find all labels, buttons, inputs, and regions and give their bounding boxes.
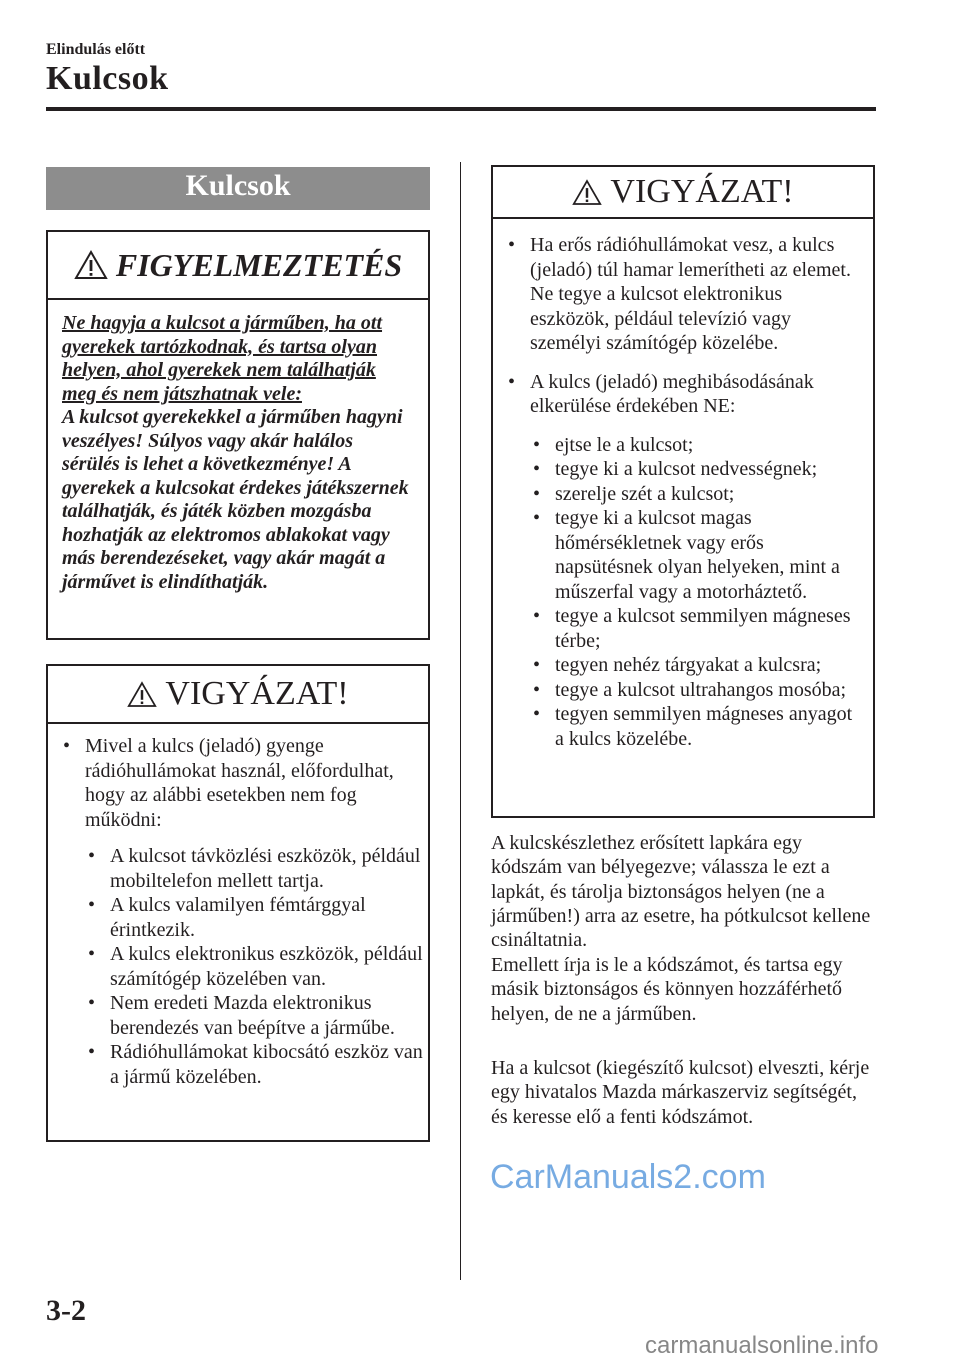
list-item (48, 991, 428, 1040)
caution-box-right (491, 165, 875, 818)
header-rule (46, 107, 876, 111)
warning-underlined-text: Ne hagyja a kulcsot a járműben, ha ott gyerekek tartózkodnak, és tartsa olyan helyen, ahol gyerekek nem találhatják meg és nem játszhatnak vele: (62, 312, 383, 405)
section-title: Kulcsok (185, 169, 291, 202)
caution-header (48, 666, 428, 724)
bullet-icon: • (533, 654, 541, 676)
list-item-text: tegyen nehéz tárgyakat a kulcsra; (555, 654, 822, 676)
warning-heading: FIGYELMEZTETÉS (115, 246, 403, 283)
bullet-icon: • (88, 943, 96, 965)
caution-heading: VIGYÁZAT! (610, 173, 794, 210)
bullet-icon: • (533, 507, 541, 529)
list-item (48, 893, 428, 942)
warning-triangle-icon (127, 681, 157, 708)
watermark-logo: CarManuals2.com (490, 1158, 766, 1196)
list-item (493, 433, 863, 458)
list-item (493, 233, 863, 356)
list-item-text: A kulcs elektronikus eszközök, például számítógép közelében van. (110, 943, 423, 990)
warning-triangle-icon (74, 250, 108, 280)
list-item-text: tegyen semmilyen mágneses anyagot a kulcs közelébe. (555, 703, 853, 750)
list-item-text: tegye ki a kulcsot magas hőmérsékletnek vagy erős napsütésnek olyan helyeken, mint a műszerfal vagy a motorháztető. (555, 507, 840, 603)
list-item-text: A kulcs (jeladó) meghibásodásának elkerülése érdekében NE: (530, 370, 814, 417)
warning-body-text: A kulcsot gyerekekkel a járműben hagyni veszélyes! Súlyos vagy akár halálos sérülés is lehet a következménye! A gyerekek a kulcsokat érdekes játékszernek találhatják, és játék közben mozgásba hozhatják az elektromos ablakokat vagy más berendezéseket, vagy akár magát a járművet is elindíthatják. (62, 406, 409, 593)
caution-header (493, 167, 873, 219)
list-item (493, 482, 863, 507)
bullet-icon: • (88, 992, 96, 1014)
list-item-text: tegye ki a kulcsot nedvességnek; (555, 458, 818, 480)
bullet-icon: • (88, 1041, 96, 1063)
list-item-text: Nem eredeti Mazda elektronikus berendezés van beépítve a járműbe. (110, 992, 395, 1039)
warning-body (48, 300, 428, 594)
body-paragraph: A kulcskészlethez erősített lapkára egy kódszám van bélyegezve; válassza le ezt a lapkát, és tárolja biztonságos helyen (ne a járműben!) arra az esetre, ha pótkulcsot kellene csináltatnia. (491, 832, 871, 952)
list-item (493, 457, 863, 482)
list-item-text: Mivel a kulcs (jeladó) gyenge rádióhullámokat használ, előfordulhat, hogy az alábbi esetekben nem fog működni: (85, 735, 394, 831)
warning-header (48, 232, 428, 300)
warning-box (46, 230, 430, 640)
list-item (493, 604, 863, 653)
bullet-icon: • (88, 845, 96, 867)
warning-triangle-icon (572, 179, 602, 206)
caution-content (48, 724, 428, 1089)
list-item-text: Ha erős rádióhullámokat vesz, a kulcs (jeladó) túl hamar lemerítheti az elemet. Ne tegye a kulcsot elektronikus eszközök, például televízió vagy személyi számítógép közelébe. (530, 234, 851, 354)
list-item-text: Rádióhullámokat kibocsátó eszköz van a jármű közelében. (110, 1041, 423, 1088)
list-item (493, 653, 863, 678)
list-item (48, 1040, 428, 1089)
body-paragraph: Emellett írja is le a kódszámot, és tartsa egy másik biztonságos és könnyen hozzáférhető helyen, de ne a járműben. (491, 954, 843, 1025)
running-title: Elindulás előtt (46, 41, 146, 58)
bullet-icon: • (533, 605, 541, 627)
page-number: 3-2 (46, 1294, 86, 1327)
list-item-text: A kulcsot távközlési eszközök, például mobiltelefon mellett tartja. (110, 845, 421, 892)
list-item (493, 678, 863, 703)
list-item (493, 702, 863, 751)
footer-watermark: carmanualsonline.info (645, 1332, 879, 1359)
list-item (48, 844, 428, 893)
list-item (493, 506, 863, 604)
list-item-text: A kulcs valamilyen fémtárggyal érintkezik. (110, 894, 366, 941)
bullet-icon: • (533, 678, 541, 701)
bullet-icon: • (63, 735, 71, 757)
bullet-icon: • (88, 894, 96, 916)
column-divider (460, 162, 461, 1280)
caution-box-left (46, 664, 430, 1142)
list-item-text: ejtse le a kulcsot; (555, 433, 694, 456)
list-item-text: tegye a kulcsot semmilyen mágneses térbe; (555, 605, 851, 652)
caution-heading: VIGYÁZAT! (165, 675, 349, 712)
caution-content (493, 219, 873, 751)
list-item-text: tegye a kulcsot ultrahangos mosóba; (555, 678, 847, 701)
list-item (48, 734, 428, 832)
bullet-icon: • (508, 370, 516, 393)
bullet-icon: • (533, 482, 541, 505)
bullet-icon: • (533, 458, 541, 480)
bullet-icon: • (508, 234, 516, 256)
page-title: Kulcsok (46, 60, 169, 97)
list-item (493, 370, 863, 419)
bullet-icon: • (533, 433, 541, 456)
list-item-text: szerelje szét a kulcsot; (555, 482, 735, 505)
section-title-bar (46, 167, 430, 210)
list-item (48, 942, 428, 991)
body-paragraph: Ha a kulcsot (kiegészítő kulcsot) elveszti, kérje egy hivatalos Mazda márkaszerviz segítségét, és keresse elő a fenti kódszámot. (491, 1057, 870, 1128)
bullet-icon: • (533, 703, 541, 725)
